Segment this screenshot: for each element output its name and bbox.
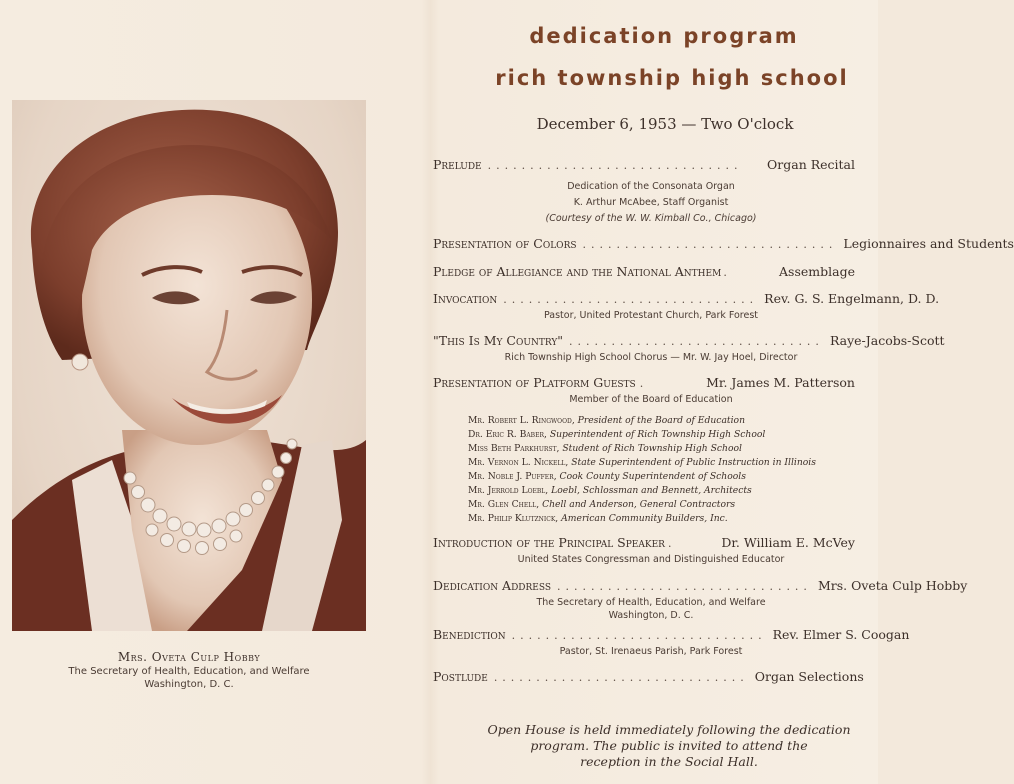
item-label: Benediction — [433, 627, 506, 642]
item-label: Presentation of Platform Guests — [433, 375, 636, 390]
item-label: Introduction of the Principal Speaker — [433, 535, 665, 550]
dot-leader: .............................. — [493, 671, 749, 684]
dot-leader: . — [723, 266, 732, 279]
list-item: Miss Beth Parkhurst, Student of Rich Township High School — [468, 443, 742, 454]
portrait-photo — [12, 100, 366, 631]
list-item: Mr. Robert L. Ringwood, President of the Board of Education — [468, 415, 746, 426]
item-value: Rev. Elmer S. Coogan — [772, 627, 910, 642]
item-detail: (Courtesy of the W. W. Kimball Co., Chicago) — [545, 213, 757, 224]
list-item: Mr. Jerrold Loebl, Loebl, Schlossman and Bennett, Architects — [468, 485, 752, 496]
item-value: Legionnaires and Students — [843, 236, 1014, 251]
item-detail: Washington, D. C. — [608, 610, 694, 621]
portrait-image — [12, 100, 366, 631]
dot-leader: .............................. — [582, 238, 838, 251]
portrait-location: Washington, D. C. — [144, 679, 234, 690]
portrait-name: Mrs. Oveta Culp Hobby — [117, 650, 261, 664]
item-label: Presentation of Colors — [433, 236, 577, 251]
program-item-pledge — [433, 264, 855, 279]
item-label: Invocation — [433, 291, 498, 306]
item-detail: Pastor, St. Irenaeus Parish, Park Forest — [559, 646, 743, 657]
dot-leader: .............................. — [503, 293, 759, 306]
dot-leader: .............................. — [557, 580, 812, 593]
item-detail: Pastor, United Protestant Church, Park Forest — [543, 310, 759, 321]
item-detail: Member of the Board of Education — [569, 394, 733, 405]
dot-leader: .............................. — [569, 335, 824, 348]
item-label: Dedication Address — [433, 578, 552, 593]
program-date: December 6, 1953 — Two O'clock — [536, 115, 794, 133]
list-item: Mr. Vernon L. Nickell, State Superintendent of Public Instruction in Illinois — [468, 457, 816, 468]
item-value: Organ Selections — [754, 669, 864, 684]
item-value: Assemblage — [779, 264, 855, 279]
program-title: dedication program — [529, 24, 799, 48]
dot-leader: . — [667, 537, 677, 550]
program-item-benediction — [433, 627, 910, 658]
open-house-note — [420, 722, 878, 770]
item-value: Organ Recital — [767, 157, 855, 172]
item-detail: United States Congressman and Distinguished Educator — [517, 554, 785, 565]
program-item-postlude — [433, 669, 864, 684]
item-label: Prelude — [433, 157, 482, 172]
item-value: Dr. William E. McVey — [721, 535, 855, 550]
school-title: rich township high school — [495, 66, 849, 90]
item-label: "This Is My Country" — [433, 333, 564, 348]
list-item: Dr. Eric R. Baber, Superintendent of Rich Township High School — [468, 429, 766, 440]
list-item: Mr. Glen Chell, Chell and Anderson, General Contractors — [468, 499, 736, 510]
program-item-colors — [433, 236, 1014, 251]
item-value: Raye-Jacobs-Scott — [829, 333, 945, 348]
note-line: reception in the Social Hall. — [580, 754, 758, 769]
item-value: Rev. G. S. Engelmann, D. D. — [764, 291, 940, 306]
dot-leader: .............................. — [511, 629, 767, 642]
dot-leader: .............................. — [487, 159, 743, 172]
platform-guest-list — [468, 414, 858, 526]
item-detail: The Secretary of Health, Education, and Welfare — [536, 597, 766, 608]
item-label: Postlude — [433, 669, 488, 684]
list-item: Mr. Philip Klutznick, American Community Builders, Inc. — [468, 513, 728, 524]
program-item-prelude — [433, 157, 855, 225]
note-line: program. The public is invited to attend the — [530, 738, 808, 753]
item-label: Pledge of Allegiance and the National Anthem — [433, 264, 722, 279]
item-detail: K. Arthur McAbee, Staff Organist — [573, 197, 729, 208]
portrait-title: The Secretary of Health, Education, and Welfare — [68, 666, 310, 677]
program-panel — [420, 0, 1014, 784]
list-item: Mr. Noble J. Puffer, Cook County Superintendent of Schools — [468, 471, 746, 482]
program-item-speaker — [433, 535, 855, 566]
program-item-address — [433, 578, 968, 622]
program-item-country — [433, 333, 945, 364]
program-item-invocation — [433, 291, 940, 322]
program-item-platform — [433, 375, 855, 406]
note-line: Open House is held immediately following the dedication — [487, 722, 851, 737]
item-value: Mr. James M. Patterson — [706, 375, 855, 390]
item-value: Mrs. Oveta Culp Hobby — [817, 578, 968, 593]
item-detail: Rich Township High School Chorus — Mr. W. Jay Hoel, Director — [504, 352, 798, 363]
portrait-caption — [12, 650, 366, 690]
dot-leader: . — [639, 377, 649, 390]
item-detail: Dedication of the Consonata Organ — [567, 181, 735, 192]
